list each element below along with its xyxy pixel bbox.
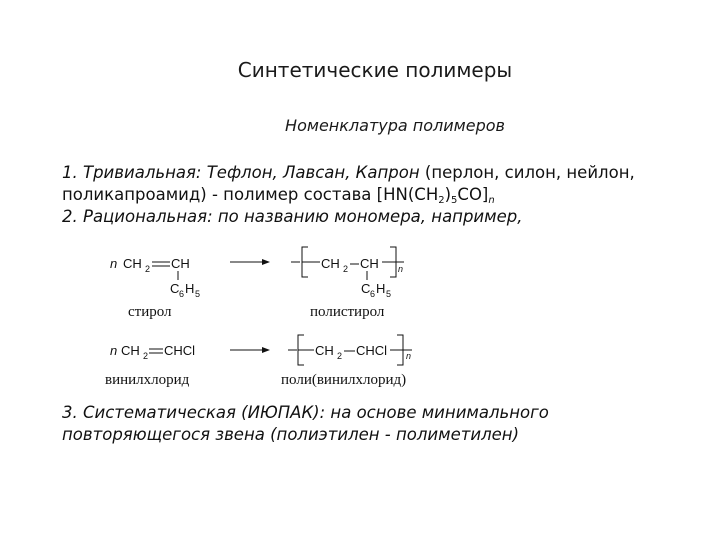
vc-n: n: [110, 343, 118, 358]
styrene-c: C: [170, 281, 180, 296]
vinyl-chloride-monomer: [105, 343, 195, 388]
item1-label: 1. Тривиальная: Тефлон, Лавсан, Капрон: [62, 163, 420, 182]
item1-co: CO]: [457, 185, 489, 204]
styrene-name: стирол: [128, 304, 172, 320]
vc-chcl: CHCl: [164, 343, 196, 358]
arrow-1-head: [262, 259, 270, 265]
item3-text: [62, 402, 682, 446]
styrene-ch2: CH: [123, 256, 142, 271]
styrene-h: H: [185, 281, 195, 296]
ps-n: n: [398, 264, 404, 274]
item1-paren: ): [444, 185, 452, 204]
vc-ch2-sub: 2: [143, 351, 149, 361]
styrene-h-sub: 5: [195, 289, 201, 299]
item1-sub-5: 5: [451, 195, 458, 206]
slide-subtitle-text: Номенклатура полимеров: [285, 116, 505, 135]
styrene-ch2-sub: 2: [145, 264, 151, 274]
reaction-arrow-2: [230, 347, 270, 353]
styrene-monomer: [110, 256, 200, 320]
item1-n: n: [488, 195, 495, 206]
ps-h-sub: 5: [386, 289, 392, 299]
item2-text: 2. Рациональная: по названию мономера, например,: [62, 207, 523, 226]
pvc-ch2-sub: 2: [337, 351, 343, 361]
pvc-ch2: CH: [315, 343, 334, 358]
ps-h: H: [376, 281, 386, 296]
pvc-unit: [281, 335, 412, 388]
vinyl-chloride-name: винилхлорид: [105, 372, 190, 388]
polystyrene-unit: [291, 247, 404, 320]
item3-line2: повторяющегося звена (полиэтилен - полиметилен): [62, 425, 520, 444]
ps-ch2-sub: 2: [343, 264, 349, 274]
pvc-chcl: CHCl: [356, 343, 388, 358]
polystyrene-name: полистирол: [310, 304, 385, 320]
reaction-arrow-1: [230, 259, 270, 265]
item1-formula-prefix: поликапроамид) - полимер состава [HN(CH: [62, 185, 439, 204]
ps-c-sub: 6: [370, 289, 376, 299]
item1-rest: (перлон, силон, нейлон,: [419, 163, 635, 182]
vc-ch2: CH: [121, 343, 140, 358]
item3-line1: 3. Систематическая (ИЮПАК): на основе минимального: [62, 403, 549, 422]
item1-sub-2: 2: [438, 195, 445, 206]
ps-ch2: CH: [321, 256, 340, 271]
arrow-2-head: [262, 347, 270, 353]
ps-ch: CH: [360, 256, 379, 271]
styrene-c-sub: 6: [179, 289, 185, 299]
pvc-name: поли(винилхлорид): [281, 372, 407, 388]
styrene-n: n: [110, 256, 118, 271]
styrene-ch: CH: [171, 256, 190, 271]
slide-title-text: Синтетические полимеры: [237, 58, 513, 82]
pvc-n: n: [406, 351, 412, 361]
ps-c: C: [361, 281, 371, 296]
